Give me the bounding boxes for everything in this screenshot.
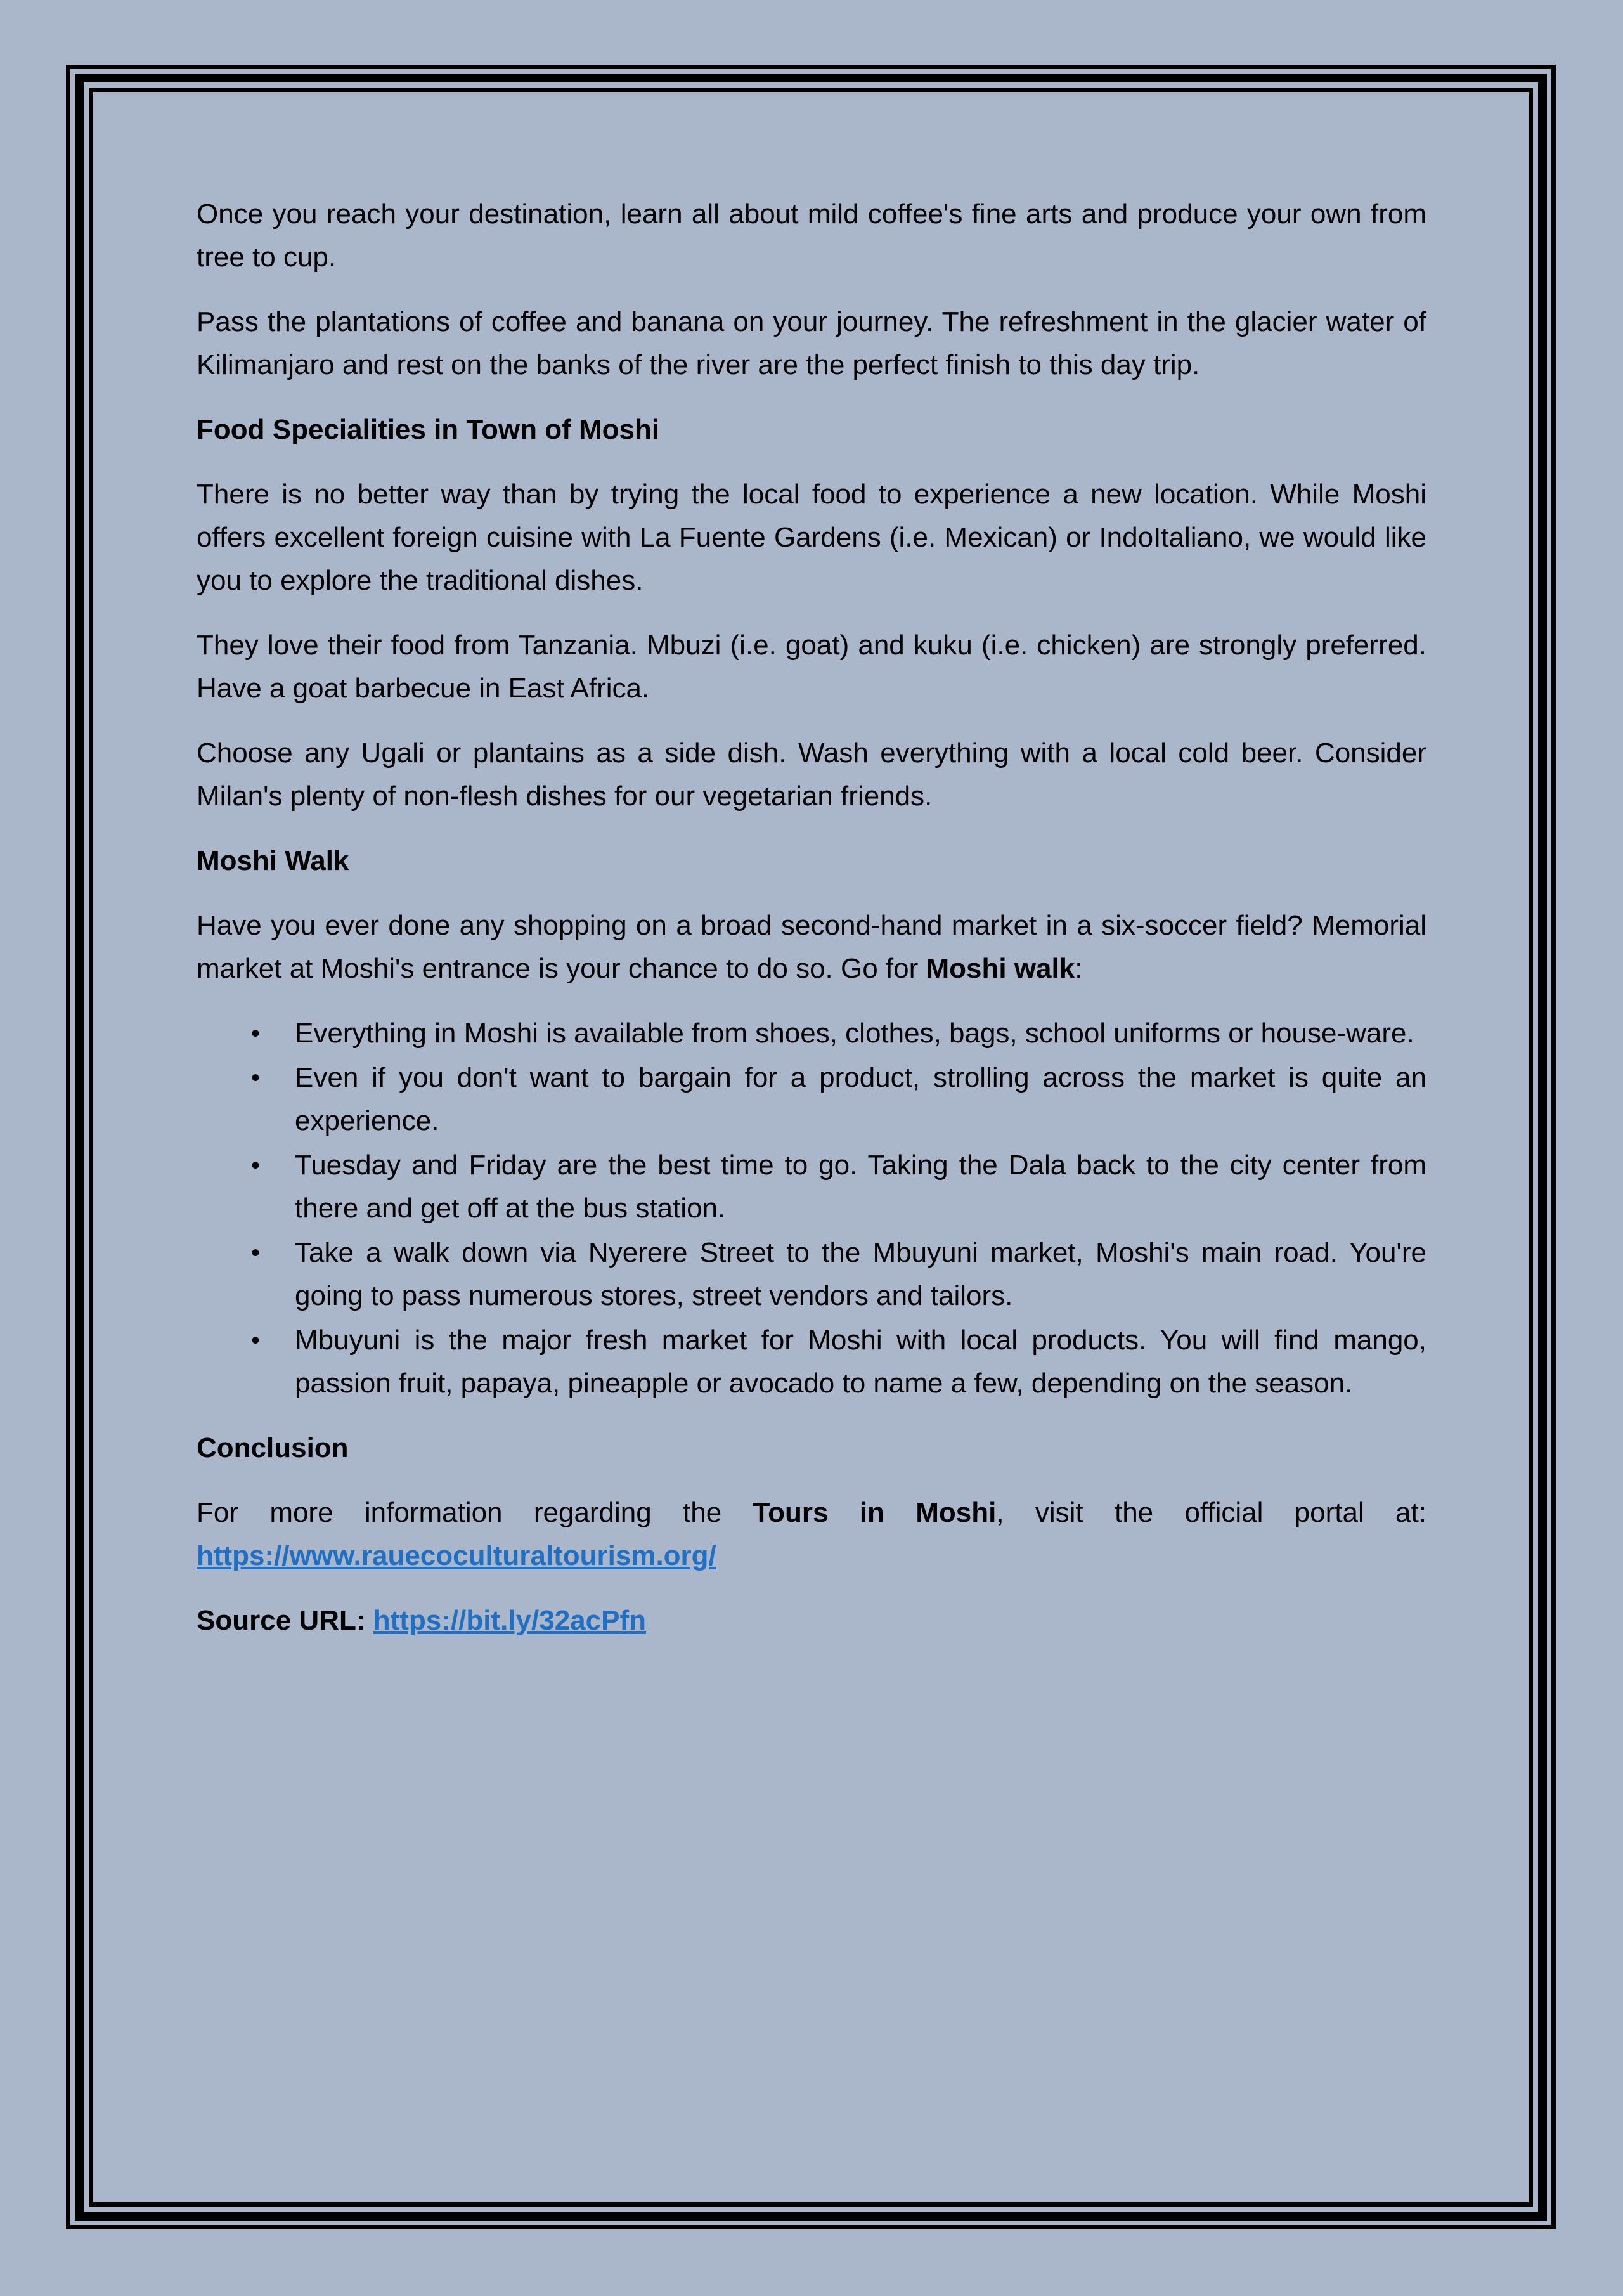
bullet-icon: • (251, 1020, 261, 1047)
list-item (197, 1144, 1426, 1230)
more-info-portal-text: , visit the official portal at: (996, 1497, 1426, 1528)
list-item-text: Even if you don't want to bargain for a product, strolling across the market is quite an experience. (295, 1062, 1426, 1136)
list-item (197, 1231, 1426, 1318)
more-info-text: For more information regarding the (197, 1497, 753, 1528)
market-intro-colon: : (1075, 953, 1083, 984)
list-item-text: Take a walk down via Nyerere Street to the Mbuyuni market, Moshi's main road. You're going to pass numerous stores, street vendors and tailors. (295, 1237, 1426, 1311)
market-intro-text: Have you ever done any shopping on a broad second-hand market in a six-soccer field? Memorial market at Moshi's entrance is your chance to do so. Go for (197, 910, 1426, 984)
heading-moshi-walk: Moshi Walk (197, 845, 349, 876)
list-item (197, 1319, 1426, 1405)
bullet-icon: • (251, 1151, 261, 1179)
paragraph-more-information (197, 1491, 1426, 1578)
paragraph-side-dish: Choose any Ugali or plantains as a side dish. Wash everything with a local cold beer. Consider Milan's plenty of non-flesh dishes for our vegetarian friends. (197, 737, 1426, 812)
heading-food-specialities: Food Specialities in Town of Moshi (197, 414, 660, 445)
source-url-label: Source URL: (197, 1605, 373, 1636)
paragraph-source (197, 1599, 1426, 1642)
heading-conclusion: Conclusion (197, 1432, 349, 1463)
paragraph-tanzania-food: They love their food from Tanzania. Mbuzi (i.e. goat) and kuku (i.e. chicken) are strongly preferred. Have a goat barbecue in East Africa. (197, 630, 1426, 704)
tours-in-moshi-bold: Tours in Moshi (753, 1497, 997, 1528)
portal-link[interactable]: https://www.rauecoculturaltourism.org/ (197, 1540, 716, 1571)
paragraph-market-intro (197, 904, 1426, 990)
list-item-text: Tuesday and Friday are the best time to go. Taking the Dala back to the city center from there and get off at the bus station. (295, 1150, 1426, 1224)
list-item (197, 1012, 1426, 1055)
moshi-walk-bold: Moshi walk (926, 953, 1075, 984)
paragraph-coffee-arts: Once you reach your destination, learn all about mild coffee's fine arts and produce your own from tree to cup. (197, 198, 1426, 273)
list-item-text: Mbuyuni is the major fresh market for Moshi with local products. You will find mango, passion fruit, papaya, pineapple or avocado to name a few, depending on the season. (295, 1325, 1426, 1399)
source-link[interactable]: https://bit.ly/32acPfn (373, 1605, 646, 1636)
paragraph-local-food: There is no better way than by trying the local food to experience a new location. While Moshi offers excellent foreign cuisine with La Fuente Gardens (i.e. Mexican) or IndoItaliano, we would like you to explore the traditional dishes. (197, 479, 1426, 596)
bullet-icon: • (251, 1064, 261, 1092)
bullet-icon: • (251, 1239, 261, 1267)
bullet-icon: • (251, 1326, 261, 1354)
paragraph-plantations: Pass the plantations of coffee and banana on your journey. The refreshment in the glacier water of Kilimanjaro and rest on the banks of the river are the perfect finish to this day trip. (197, 306, 1426, 380)
list-item-text: Everything in Moshi is available from shoes, clothes, bags, school uniforms or house-ware. (295, 1018, 1414, 1049)
moshi-walk-list (197, 1012, 1426, 1405)
document-body (197, 193, 1426, 1664)
list-item (197, 1056, 1426, 1143)
